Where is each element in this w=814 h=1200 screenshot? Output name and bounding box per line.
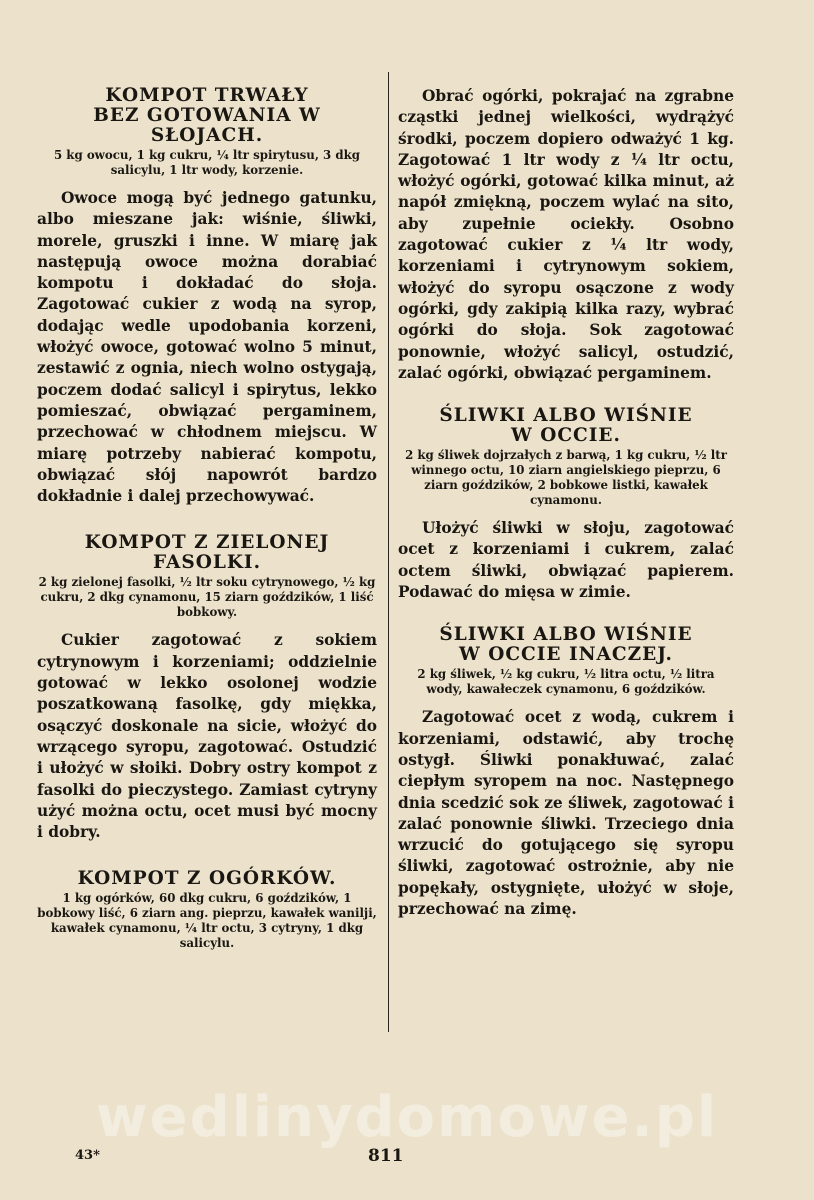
recipe-kompot-trwaly: [37, 86, 377, 507]
recipe-title: W OCCIE INACZEJ.: [459, 644, 673, 666]
recipe-title: FASOLKI.: [152, 552, 262, 574]
right-column: [398, 86, 734, 946]
recipe-title: ŚLIWKI ALBO WIŚNIE: [439, 624, 693, 646]
instructions: Zagotować ocet z wodą, cukrem i korzeniami, odstawić, aby trochę ostygł. Śliwki ponakłuwać, zalać ciepłym syropem na noc. Następnego dnia scedzić sok ze śliwek, zagotować i zalać ponownie śliwki. Trzeciego dnia wrzucić do gotującego się syropu śliwki, zagotować ostrożnie, aby nie popękały, ostygnięte, ułożyć w słoje, przechować na zimę.: [398, 708, 734, 919]
column-divider: [388, 72, 389, 1032]
ingredients: 5 kg owocu, 1 kg cukru, ¼ ltr spirytusu, 3 dkg salicylu, 1 ltr wody, korzenie.: [53, 148, 361, 177]
recipe-sliwki-w-occie: [398, 406, 734, 603]
recipe-kompot-fasolka: [37, 533, 377, 843]
recipe-title: KOMPOT Z ZIELONEJ: [84, 532, 330, 554]
recipe-title: BEZ GOTOWANIA W SŁOJACH.: [93, 105, 321, 146]
recipe-title: ŚLIWKI ALBO WIŚNIE: [439, 405, 693, 427]
instructions: Cukier zagotować z sokiem cytrynowym i korzeniami; oddzielnie gotować w lekko osolonej wodzie poszatkowaną fasolkę, gdy miękka, osączyć doskonale na sicie, włożyć do wrzącego syropu, zagotować. Ostudzić i ułożyć w słoiki. Dobry ostry kompot z fasolki do pieczystego. Zamiast cytryny użyć można octu, ocet musi być mocny i dobry.: [37, 631, 377, 842]
printer-signature: 43*: [75, 1148, 100, 1163]
instructions: Owoce mogą być jednego gatunku, albo mieszane jak: wiśnie, śliwki, morele, gruszki i inne. W miarę jak następują owoce można dorabiać kompotu i dokładać do słoja. Zagotować cukier z wodą na syrop, dodając wedle upodobania korzeni, włożyć owoce, gotować wolno 5 minut, zestawić z ognia, niech wolno ostygają, poczem dodać salicyl i spirytus, lekko pomieszać, obwiązać pergaminem, przechować w chłodnem miejscu. W miarę potrzeby nabierać kompotu, obwiązać słój napowrót bardzo dokładnie i dalej przechowywać.: [37, 189, 377, 506]
instructions: Obrać ogórki, pokrajać na zgrabne cząstki jednej wielkości, wydrążyć środki, poczem dopiero odważyć 1 kg. Zagotować 1 ltr wody z ¼ ltr octu, włożyć ogórki, gotować kilka minut, aż napół zmiękną, poczem wylać na sito, aby zupełnie ociekły. Osobno zagotować cukier z ¼ ltr wody, korzeniami i cytrynowym sokiem, włożyć do syropu osączone z wody ogórki, gdy zakipią kilka razy, wybrać ogórki do słoja. Sok zagotować ponownie, włożyć salicyl, ostudzić, zalać ogórki, obwiązać pergaminem.: [398, 87, 734, 382]
ingredients: 2 kg zielonej fasolki, ½ ltr soku cytrynowego, ½ kg cukru, 2 dkg cynamonu, 15 ziarn goździków, 1 liść bobkowy.: [38, 575, 376, 620]
ingredients: 2 kg śliwek, ½ kg cukru, ½ litra octu, ½ litra wody, kawałeczek cynamonu, 6 goździków.: [417, 667, 715, 697]
recipe-sliwki-w-occie-inaczej: [398, 625, 734, 920]
recipe-kompot-ogorki-continued: [398, 86, 734, 384]
instructions: Ułożyć śliwki w słoju, zagotować ocet z korzeniami i cukrem, zalać octem śliwki, obwiązać papierem. Podawać do mięsa w zimie.: [398, 519, 734, 602]
ingredients: 1 kg ogórków, 60 dkg cukru, 6 goździków, 1 bobkowy liść, 6 ziarn ang. pieprzu, kawałek wanilji, kawałek cynamonu, ¼ ltr octu, 3 cytryny, 1 dkg salicylu.: [37, 891, 377, 951]
page-number: 811: [368, 1146, 404, 1166]
recipe-title: KOMPOT TRWAŁY: [105, 85, 309, 106]
ingredients: 2 kg śliwek dojrzałych z barwą, 1 kg cukru, ½ ltr winnego octu, 10 ziarn angielskiego pieprzu, 6 ziarn goździków, 2 bobkowe listki, kawałek cynamonu.: [405, 448, 727, 508]
recipe-title: KOMPOT Z OGÓRKÓW.: [77, 868, 337, 890]
recipe-title: W OCCIE.: [511, 425, 621, 447]
recipe-kompot-ogorki: [37, 869, 377, 951]
watermark: wedlinydomowe.pl: [95, 1085, 719, 1150]
left-column: [37, 86, 377, 977]
